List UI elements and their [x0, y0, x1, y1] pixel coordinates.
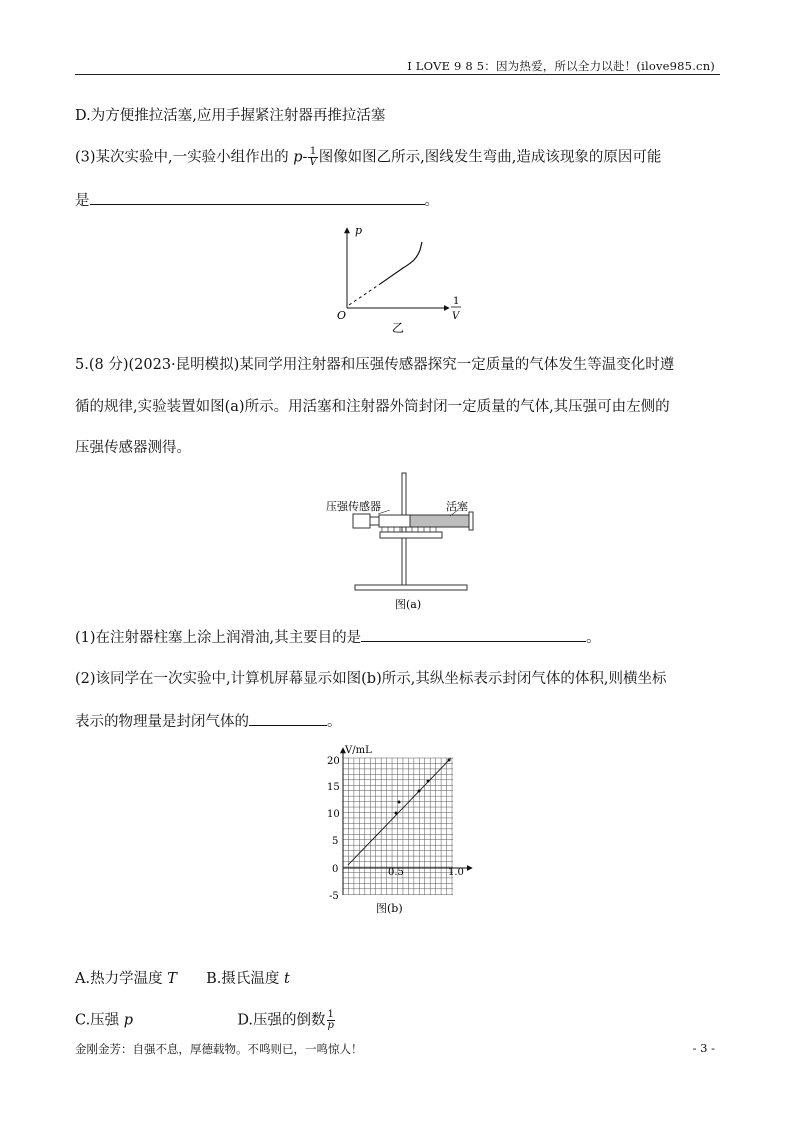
b-data-point — [418, 790, 421, 793]
a-plunger-end — [469, 512, 473, 530]
option-b-symbol: t — [283, 971, 290, 987]
option-d-fraction — [327, 1010, 335, 1031]
a-clamp — [380, 532, 442, 538]
option-a[interactable]: A.热力学温度 — [75, 971, 163, 987]
page-header: I LOVE 9 8 5：因为热爱，所以全力以赴！(ilove985.cn) — [407, 59, 715, 73]
yi-curve — [380, 242, 422, 284]
a-piston — [410, 515, 469, 527]
figure-yi — [325, 220, 475, 335]
a-caption: 图(a) — [395, 598, 422, 611]
header-rule — [75, 74, 720, 75]
question-5-line2: 循的规律,实验装置如图(a)所示。用活塞和注射器外筒封闭一定质量的气体,其压强可由左侧的 — [75, 399, 670, 415]
q3-p-symbol: p- — [293, 149, 308, 166]
question-5-1 — [75, 627, 601, 648]
b-y-tick: -5 — [329, 891, 339, 902]
q5-1-text: (1)在注射器柱塞上涂上润滑油,其主要目的是 — [75, 630, 362, 646]
option-d-num: 1 — [327, 1009, 334, 1020]
answer-options-row1 — [75, 969, 290, 989]
yi-x-den: V — [452, 311, 460, 322]
option-d[interactable]: D.压强的倒数 — [237, 1012, 326, 1029]
q5-1-answer-blank[interactable] — [361, 627, 586, 642]
q5-2-end: 。 — [327, 714, 342, 730]
b-y-label: V/mL — [345, 745, 372, 756]
q5-1-end: 。 — [586, 630, 601, 646]
q5-2-answer-blank[interactable] — [249, 711, 327, 726]
answer-options-row2 — [75, 1010, 336, 1031]
b-caption: 图(b) — [376, 902, 403, 915]
q3-answer-blank[interactable] — [90, 190, 425, 205]
b-data-point — [398, 801, 401, 804]
option-c[interactable]: C.压强 — [75, 1012, 120, 1029]
q3-line2-start: 是 — [75, 193, 90, 209]
b-data-point — [448, 759, 451, 762]
question-3-line1 — [75, 147, 661, 168]
a-piston-label: 活塞 — [446, 500, 468, 513]
b-y-tick: 20 — [327, 756, 340, 767]
question-5-line3: 压强传感器测得。 — [75, 440, 191, 456]
yi-caption: 乙 — [392, 321, 405, 335]
yi-origin: O — [337, 309, 347, 322]
option-d-den: p — [327, 1020, 334, 1031]
question-5-2-line2 — [75, 711, 342, 732]
q5-2-text: 表示的物理量是封闭气体的 — [75, 714, 249, 730]
option-c-symbol: p — [123, 1012, 134, 1029]
a-sensor-connector — [370, 517, 379, 525]
b-y-tick: 10 — [327, 809, 340, 820]
question-5-line1: 5.(8 分)(2023·昆明模拟)某同学用注射器和压强传感器探究一定质量的气体发生等温变化时遵 — [75, 357, 675, 373]
question-5-2-line1: (2)该同学在一次实验中,计算机屏幕显示如图(b)所示,其纵坐标表示封闭气体的体积,则横坐标 — [75, 671, 667, 687]
yi-dashed-extension — [349, 284, 380, 305]
option-d-line: D.为方便推拉活塞,应用手握紧注射器再推拉活塞 — [75, 108, 386, 124]
footer-motto: 金刚金芳：自强不息，厚德载物。不鸣则已，一鸣惊人！ — [75, 1042, 363, 1056]
option-a-symbol: T — [167, 971, 177, 987]
b-y-tick: 0 — [332, 864, 339, 875]
question-3-line2 — [75, 190, 439, 211]
q3-frac-num: 1 — [309, 146, 317, 157]
yi-y-label: p — [355, 224, 363, 237]
b-x-tick: 1.0 — [448, 867, 464, 878]
yi-x-num: 1 — [453, 296, 460, 307]
a-stand-rod — [402, 473, 406, 586]
a-sensor-label: 压强传感器 — [326, 500, 381, 513]
figure-b — [318, 742, 478, 920]
q3-fraction — [308, 147, 317, 168]
q3-text-a: (3)某次实验中,一实验小组作出的 — [75, 149, 289, 166]
b-data-point — [395, 812, 398, 815]
a-pressure-sensor — [353, 514, 370, 528]
q3-line2-end: 。 — [424, 193, 439, 209]
page-number: - 3 - — [692, 1041, 715, 1055]
a-stand-base — [355, 585, 467, 590]
figure-a — [320, 470, 480, 615]
b-y-tick: 5 — [332, 836, 339, 847]
b-data-point — [427, 780, 430, 783]
q3-text-b: 图像如图乙所示,图线发生弯曲,造成该现象的原因可能 — [318, 149, 662, 166]
b-y-tick: 15 — [327, 782, 340, 793]
q3-frac-den: V — [309, 157, 317, 168]
option-b[interactable]: B.摄氏温度 — [206, 971, 280, 987]
b-x-tick: 0.5 — [388, 867, 404, 878]
